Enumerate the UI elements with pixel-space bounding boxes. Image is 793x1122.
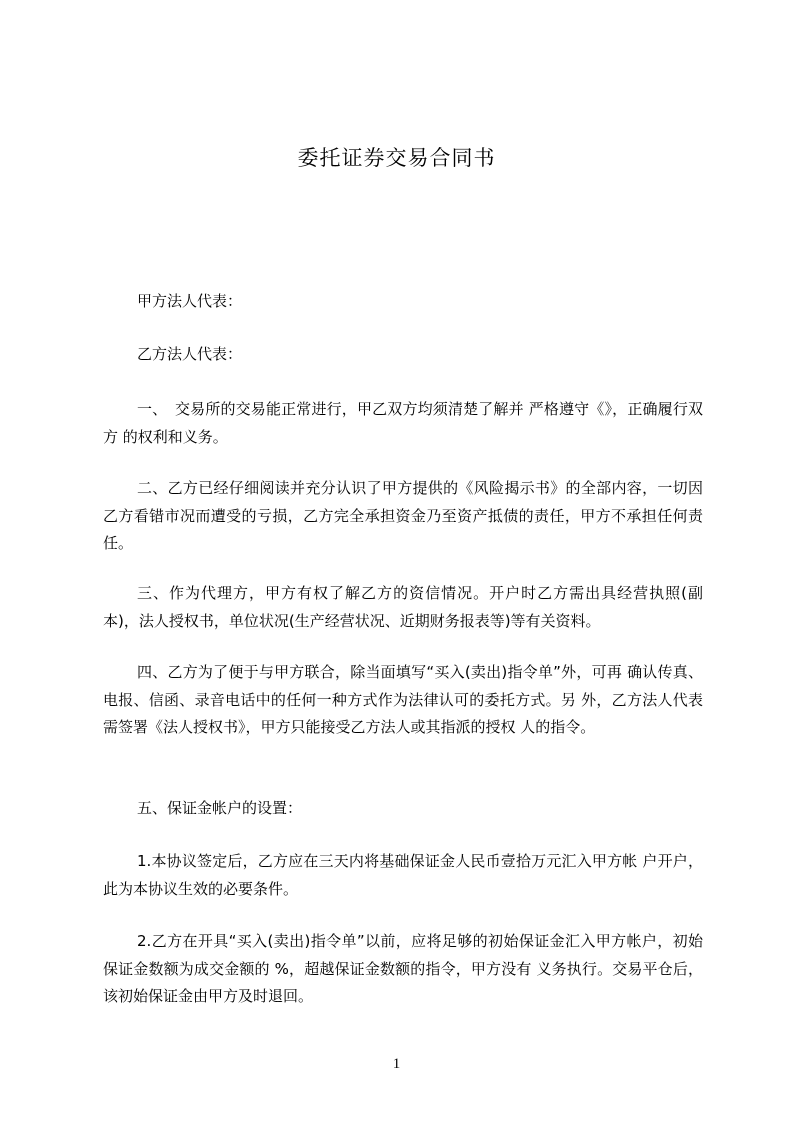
party-b-representative: 乙方法人代表： [137,345,243,363]
party-a-representative: 甲方法人代表： [137,292,243,310]
document-title: 委托证券交易合同书 [297,146,496,170]
clause-5-item-2: 2.乙方在开具“买入(卖出)指令单”以前，应将足够的初始保证金汇入甲方帐户，初始保证金数额为成交金额的 %，超越保证金数额的指令，甲方没有 义务执行。交易平仓后，该初始保证金由甲方及时退回。 [103,932,703,1005]
clause-5-item-1: 1.本协议签定后，乙方应在三天内将基础保证金人民币壹拾万元汇入甲方帐 户开户，此为本协议生效的必要条件。 [103,852,703,898]
clause-1: 一、 交易所的交易能正常进行，甲乙双方均须清楚了解并 严格遵守《》，正确履行双方 的权利和义务。 [103,400,703,446]
clause-3: 三、作为代理方，甲方有权了解乙方的资信情况。开户时乙方需出具经营执照(副本)，法人授权书，单位状况(生产经营状况、近期财务报表等)等有关资料。 [103,584,703,630]
clause-2: 二、乙方已经仔细阅读并充分认识了甲方提供的《风险揭示书》的全部内容，一切因乙方看错市况而遭受的亏损，乙方完全承担资金乃至资产抵债的责任，甲方不承担任何责任。 [103,479,703,552]
clause-5-heading: 五、保证金帐户的设置： [137,799,303,817]
page-number: 1 [392,1056,401,1072]
clause-4: 四、乙方为了便于与甲方联合，除当面填写“买入(卖出)指令单”外，可再 确认传真、电报、信函、录音电话中的任何一种方式作为法律认可的委托方式。另 外，乙方法人代表需签署《法人授权书》，甲方只能接受乙方法人或其指派的授权 人的指令。 [103,663,703,736]
